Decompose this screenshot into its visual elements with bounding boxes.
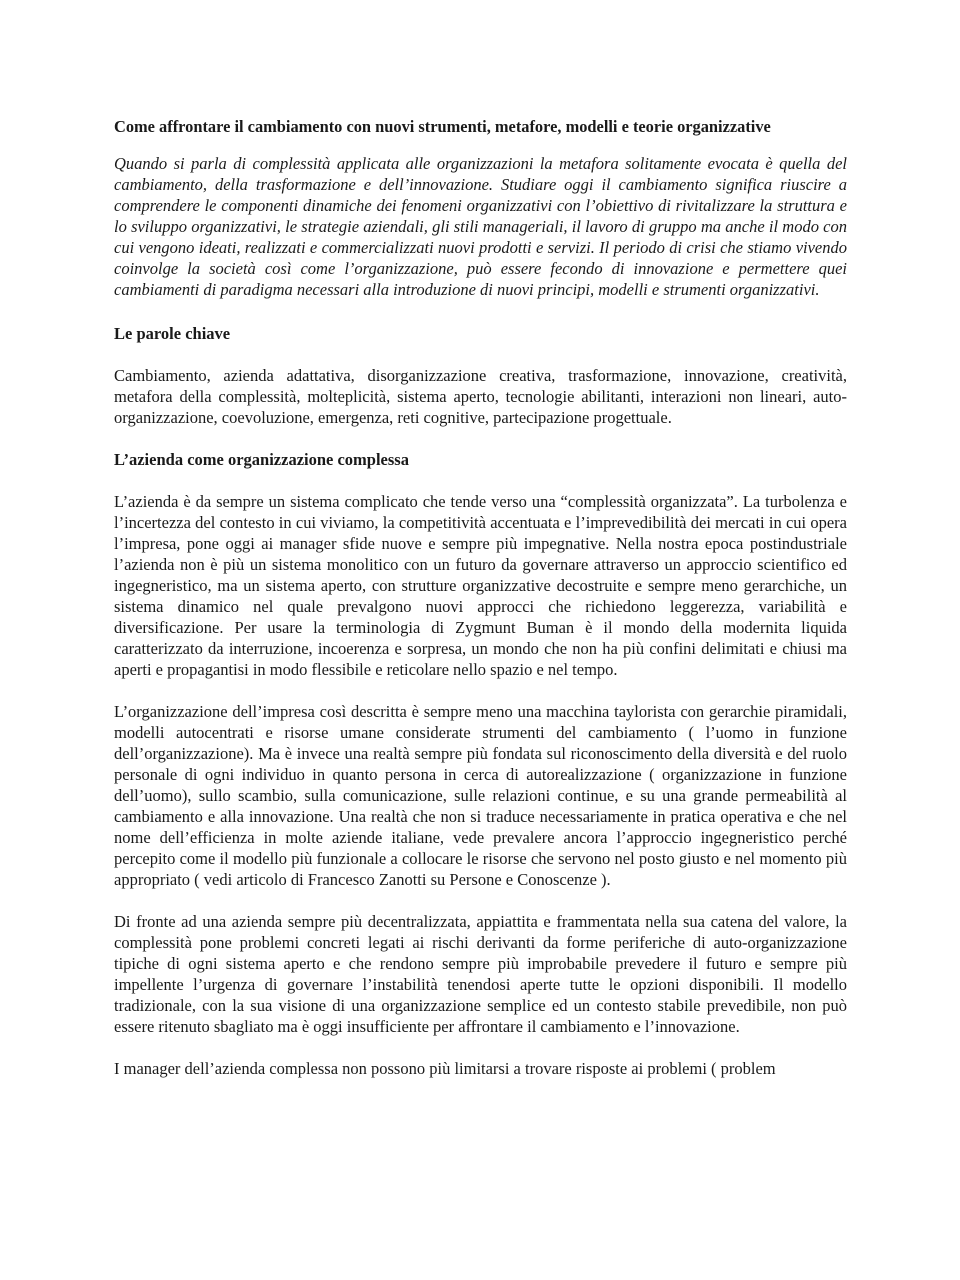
body-paragraph-2: L’organizzazione dell’impresa così descritta è sempre meno una macchina taylorista con gerarchie piramidali, modelli autocentrati e risorse umane considerate strumenti del cambiamento ( l’uomo in funzione dell’organizzazione). Ma è invece una realtà sempre più fondata sul riconoscimento della diversità e del ruolo personale di ogni individuo in quanto persona in cerca di autorealizzazione ( organizzazione in funzione dell’uomo), sullo scambio, sulla comunicazione, sulle relazioni continue, e su una grande permeabilità al cambiamento e alla innovazione. Una realtà che non si traduce necessariamente in pratica operativa e che nel nome dell’efficienza in molte aziende italiane, vede prevalere ancora l’approccio ingegneristico perché percepito come il modello più funzionale a collocare le risorse che servono nel posto giusto e nel momento più appropriato ( vedi articolo di Francesco Zanotti su Persone e Conoscenze ). — [114, 702, 847, 889]
body-paragraph-1: L’azienda è da sempre un sistema complicato che tende verso una “complessità organizzata”. La turbolenza e l’incertezza del contesto in cui viviamo, la competitività accentuata e l’imprevedibilità dei mercati in cui opera l’impresa, pone oggi ai manager sfide nuove e sempre più impegnative. Nella nostra epoca postindustriale l’azienda non è più un sistema monolitico con un futuro da governare attraverso un approccio scientifico ed ingegneristico, ma un sistema aperto, con strutture organizzative decostruite e sempre meno gerarchiche, un sistema dinamico nel quale prevalgono nuovi approcci che richiedono leggerezza, variabilità e diversificazione. Per usare la terminologia di Zygmunt Buman è il mondo della modernita liquida caratterizzato da interruzione, incoerenza e sorpresa, un mondo che non ha più confini delimitati e chiusi ma aperti e propagantisi in modo flessibile e reticolare nello spazio e nel tempo. — [114, 492, 847, 679]
document-title: Come affrontare il cambiamento con nuovi strumenti, metafore, modelli e teorie organizzative — [114, 117, 771, 136]
body-paragraph-4: I manager dell’azienda complessa non possono più limitarsi a trovare risposte ai problemi ( problem — [114, 1059, 776, 1078]
document-page — [114, 116, 847, 1100]
abstract-paragraph: Quando si parla di complessità applicata alle organizzazioni la metafora solitamente evocata è quella del cambiamento, della trasformazione e dell’innovazione. Studiare oggi il cambiamento significa riuscire a comprendere le componenti dinamiche dei fenomeni organizzativi con l’obiettivo di rivitalizzare la struttura e lo sviluppo organizzativi, le strategie aziendali, gli stili manageriali, il lavoro di gruppo ma anche il modo con cui vengono ideati, realizzati e commercializzati nuovi prodotti e servizi. Il periodo di crisi che stiamo vivendo coinvolge la società così come l’organizzazione, può essere fecondo di innovazione e permettere quei cambiamenti di paradigma necessari alla introduzione di nuovi principi, modelli e strumenti organizzativi. — [114, 154, 847, 299]
keywords-paragraph: Cambiamento, azienda adattativa, disorganizzazione creativa, trasformazione, innovazione, creatività, metafora della complessità, molteplicità, sistema aperto, tecnologie abilitanti, interazioni non lineari, auto-organizzazione, coevoluzione, emergenza, reti cognitive, partecipazione progettuale. — [114, 366, 847, 427]
section-heading: L’azienda come organizzazione complessa — [114, 450, 409, 469]
keywords-heading: Le parole chiave — [114, 324, 231, 343]
body-paragraph-3: Di fronte ad una azienda sempre più decentralizzata, appiattita e frammentata nella sua catena del valore, la complessità pone problemi concreti legati ai rischi derivanti da forme periferiche di auto-organizzazione tipiche di ogni sistema aperto e che rendono sempre più improbabile prevedere il futuro e sempre più impellente l’urgenza di governare l’instabilità tenendosi aperte tutte le opzioni disponibili. Il modello tradizionale, con la sua visione di una organizzazione semplice ed un contesto stabile prevedibile, non può essere ritenuto sbagliato ma è oggi insufficiente per affrontare il cambiamento e l’innovazione. — [114, 912, 847, 1036]
